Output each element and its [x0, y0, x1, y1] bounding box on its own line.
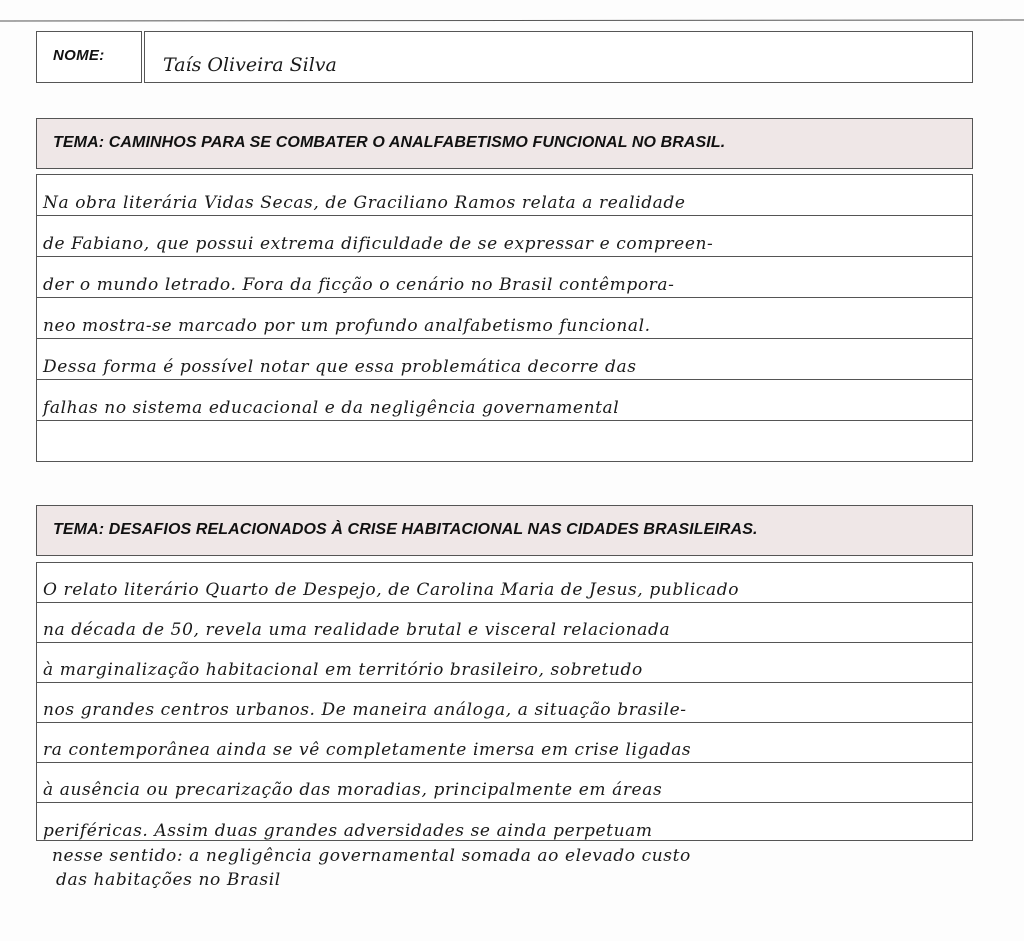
- tema-title-2: TEMA: DESAFIOS RELACIONADOS À CRISE HABITACIONAL NAS CIDADES BRASILEIRAS.: [53, 521, 758, 538]
- essay-line: [37, 643, 972, 683]
- page-top-rule: [0, 20, 1024, 22]
- line-text: falhas no sistema educacional e da negligência governamental: [43, 398, 620, 418]
- line-text: nos grandes centros urbanos. De maneira análoga, a situação brasile-: [43, 700, 687, 720]
- name-field: [144, 31, 973, 83]
- essay-line: [37, 603, 972, 643]
- essay-line: [37, 803, 972, 843]
- line-text: na década de 50, revela uma realidade brutal e visceral relacionada: [43, 620, 671, 640]
- overflow-line: das habitações no Brasil: [56, 870, 281, 890]
- essay-lines-2: [36, 562, 973, 841]
- essay-line-empty: [37, 421, 972, 462]
- tema-header-2: [36, 505, 973, 556]
- student-name: Taís Oliveira Silva: [163, 54, 337, 76]
- name-label: NOME:: [53, 47, 105, 64]
- essay-line: [37, 563, 972, 603]
- essay-line: [37, 683, 972, 723]
- line-text: Dessa forma é possível notar que essa problemática decorre das: [43, 357, 637, 377]
- line-text: periféricas. Assim duas grandes adversidades se ainda perpetuam: [43, 821, 653, 841]
- line-text: de Fabiano, que possui extrema dificuldade de se expressar e compreen-: [43, 234, 714, 254]
- line-text: O relato literário Quarto de Despejo, de Carolina Maria de Jesus, publicado: [43, 580, 740, 600]
- line-text: à marginalização habitacional em território brasileiro, sobretudo: [43, 660, 643, 680]
- line-text: neo mostra-se marcado por um profundo analfabetismo funcional.: [43, 316, 651, 336]
- essay-line: [37, 339, 972, 380]
- essay-line: [37, 216, 972, 257]
- essay-line: [37, 723, 972, 763]
- tema-header-1: [36, 118, 973, 169]
- tema-title-1: TEMA: CAMINHOS PARA SE COMBATER O ANALFABETISMO FUNCIONAL NO BRASIL.: [53, 134, 726, 151]
- line-text: Na obra literária Vidas Secas, de Graciliano Ramos relata a realidade: [43, 193, 686, 213]
- essay-line: [37, 257, 972, 298]
- essay-line: [37, 175, 972, 216]
- essay-line: [37, 763, 972, 803]
- line-text: à ausência ou precarização das moradias, principalmente em áreas: [43, 780, 663, 800]
- essay-line: [37, 380, 972, 421]
- line-text: der o mundo letrado. Fora da ficção o cenário no Brasil contêmpora-: [43, 275, 675, 295]
- essay-lines-1: [36, 174, 973, 462]
- essay-line: [37, 298, 972, 339]
- name-label-box: [36, 31, 142, 83]
- line-text: ra contemporânea ainda se vê completamente imersa em crise ligadas: [43, 740, 692, 760]
- overflow-line: nesse sentido: a negligência governamental somada ao elevado custo: [52, 846, 691, 866]
